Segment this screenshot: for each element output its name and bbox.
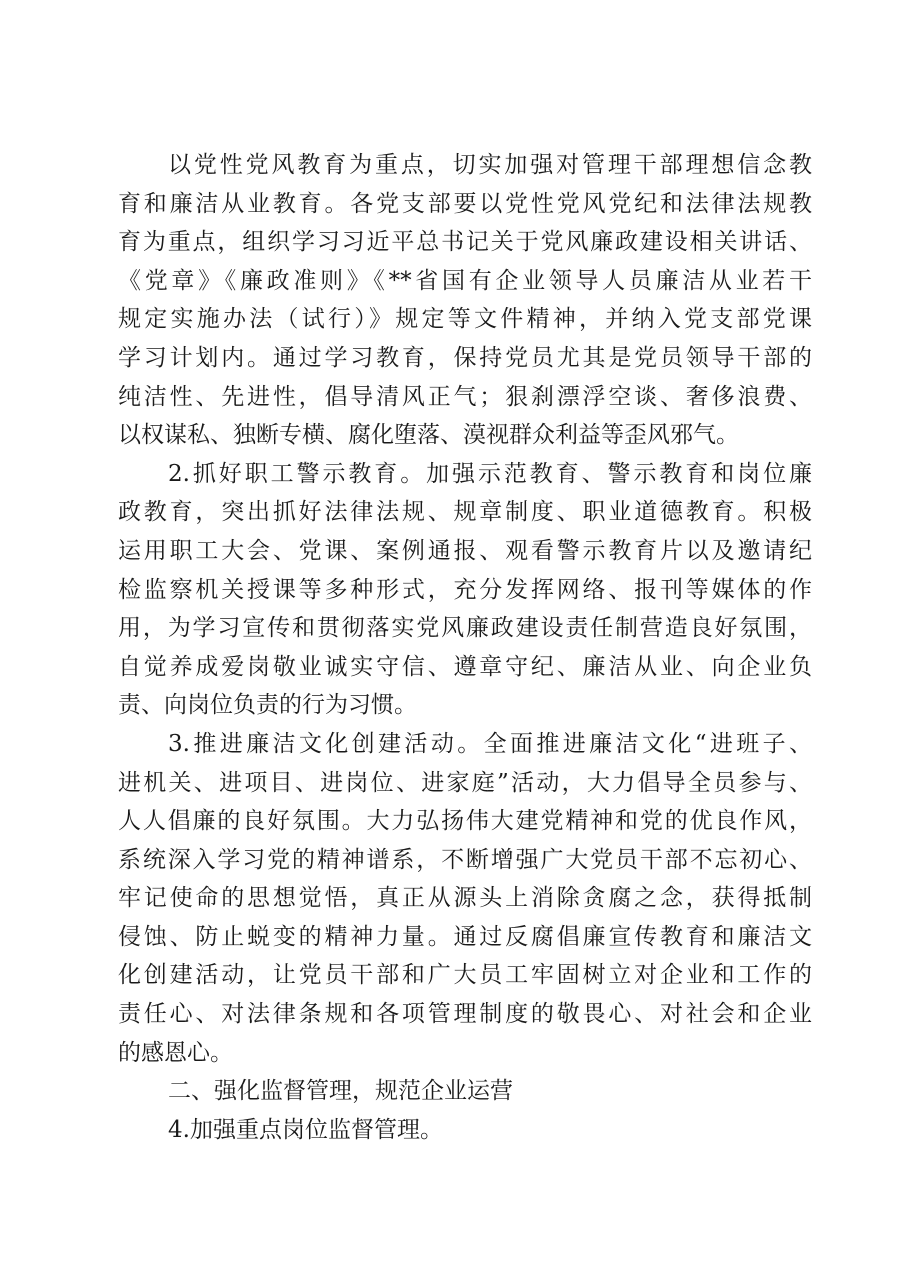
- text-line: 育和廉洁从业教育。各党支部要以党性党风党纪和法律法规教: [118, 190, 812, 217]
- text-line: 检监察机关授课等多种形式，充分发挥网络、报刊等媒体的作: [118, 576, 812, 603]
- text-line: 以权谋私、独断专横、腐化堕落、漠视群众利益等歪风邪气。: [118, 422, 739, 449]
- text-line: 3.推进廉洁文化创建活动。全面推进廉洁文化“进班子、: [168, 730, 812, 757]
- subheading-key-posts: [118, 1111, 812, 1150]
- text-line: 责、向岗位负责的行为习惯。: [118, 692, 417, 719]
- text-line: 学习计划内。通过学习教育，保持党员尤其是党员领导干部的: [118, 344, 812, 371]
- text-line: 政教育，突出抓好法律法规、规章制度、职业道德教育。积极: [118, 499, 812, 526]
- heading-line: 二、强化监督管理，规范企业运营: [168, 1078, 513, 1105]
- text-line: 人人倡廉的良好氛围。大力弘扬伟大建党精神和党的优良作风，: [118, 808, 812, 835]
- section-heading-supervision: [118, 1072, 812, 1111]
- text-line: 纯洁性、先进性，倡导清风正气；狠刹漂浮空谈、奢侈浪费、: [118, 383, 812, 410]
- paragraph-clean-culture: [118, 725, 812, 1072]
- text-line: 2.抓好职工警示教育。加强示范教育、警示教育和岗位廉: [168, 460, 812, 487]
- text-line: 运用职工大会、党课、案例通报、观看警示教育片以及邀请纪: [118, 537, 812, 564]
- paragraph-warning-education: [118, 455, 812, 725]
- text-line: 规定实施办法（试行）》规定等文件精神，并纳入党支部党课: [118, 306, 812, 333]
- text-line: 用，为学习宣传和贯彻落实党风廉政建设责任制营造良好氛围，: [118, 615, 812, 642]
- text-line: 自觉养成爱岗敬业诚实守信、遵章守纪、廉洁从业、向企业负: [118, 653, 812, 680]
- paragraph-party-conduct: [118, 146, 812, 455]
- text-line: 的感恩心。: [118, 1039, 233, 1066]
- heading-line: 4.加强重点岗位监督管理。: [168, 1116, 443, 1143]
- text-line: 牢记使命的思想觉悟，真正从源头上消除贪腐之念，获得抵制: [118, 885, 812, 912]
- text-line: 《党章》《廉政准则》《**省国有企业领导人员廉洁从业若干: [118, 267, 812, 294]
- document-body: [118, 146, 812, 1149]
- text-line: 育为重点，组织学习习近平总书记关于党风廉政建设相关讲话、: [118, 229, 812, 256]
- text-line: 进机关、进项目、进岗位、进家庭”活动，大力倡导全员参与、: [118, 769, 812, 796]
- text-line: 化创建活动，让党员干部和广大员工牢固树立对企业和工作的: [118, 962, 812, 989]
- text-line: 以党性党风教育为重点，切实加强对管理干部理想信念教: [168, 152, 812, 178]
- text-line: 系统深入学习党的精神谱系，不断增强广大党员干部不忘初心、: [118, 846, 812, 873]
- text-line: 侵蚀、防止蜕变的精神力量。通过反腐倡廉宣传教育和廉洁文: [118, 923, 812, 950]
- text-line: 责任心、对法律条规和各项管理制度的敬畏心、对社会和企业: [118, 1001, 812, 1028]
